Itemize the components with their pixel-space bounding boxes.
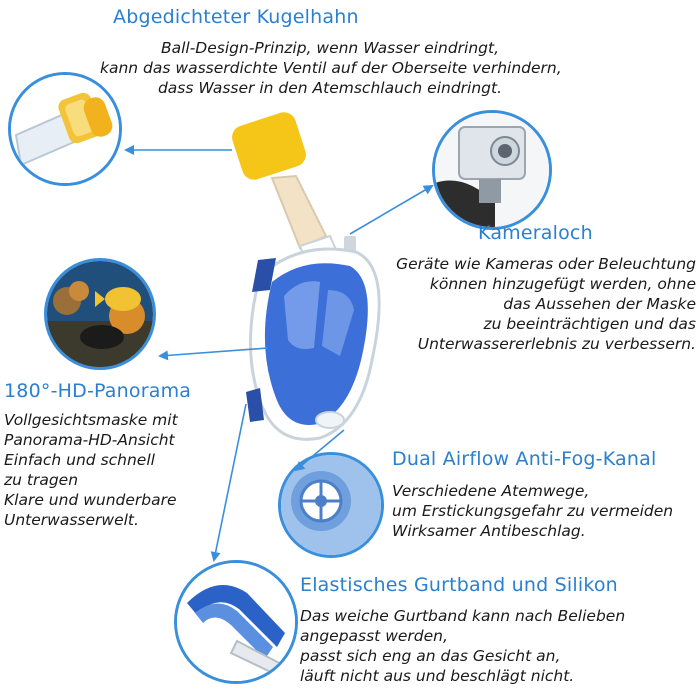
arrow-camera — [350, 186, 432, 234]
strap-title: Elastisches Gurtband und Silikon — [300, 574, 618, 596]
arrow-strap — [214, 404, 246, 560]
panorama-line-3: Einfach und schnell — [4, 451, 155, 469]
strap-line-2: angepasst werden, — [300, 627, 448, 645]
camera-line-3: das Aussehen der Maske — [503, 295, 696, 313]
ball-valve-title: Abgedichteter Kugelhahn — [113, 6, 359, 28]
camera-line-5: Unterwassererlebnis zu verbessern. — [417, 335, 696, 353]
antifog-line-3: Wirksamer Antibeschlag. — [392, 522, 586, 540]
strap-line-3: passt sich eng an das Gesicht an, — [300, 647, 561, 665]
panorama-line-1: Vollgesichtsmaske mit — [4, 411, 178, 429]
strap-line-4: läuft nicht aus und beschlägt nicht. — [300, 667, 575, 685]
ball-valve-line-3: dass Wasser in den Atemschlauch eindringt. — [157, 79, 503, 97]
mask-frame — [246, 249, 379, 439]
panorama-line-4: zu tragen — [4, 471, 79, 489]
antifog-line-1: Verschiedene Atemwege, — [392, 482, 590, 500]
ball-valve-line-2: kann das wasserdichte Ventil auf der Oberseite verhindern, — [100, 59, 562, 77]
panorama-line-6: Unterwasserwelt. — [4, 511, 139, 529]
panorama-title: 180°-HD-Panorama — [4, 380, 192, 402]
panorama-line-5: Klare und wunderbare — [4, 491, 177, 509]
camera-line-1: Geräte wie Kameras oder Beleuchtung — [396, 255, 696, 273]
antifog-title: Dual Airflow Anti-Fog-Kanal — [392, 448, 657, 470]
panorama-line-2: Panorama-HD-Ansicht — [4, 431, 175, 449]
camera-title: Kameraloch — [478, 222, 593, 244]
camera-line-4: zu beeinträchtigen und das — [483, 315, 696, 333]
strap-line-1: Das weiche Gurtband kann nach Belieben — [300, 607, 626, 625]
ball-valve-line-1: Ball-Design-Prinzip, wenn Wasser eindringt, — [160, 39, 500, 57]
camera-line-2: können hinzugefügt werden, ohne — [429, 275, 696, 293]
antifog-line-2: um Erstickungsgefahr zu vermeiden — [392, 502, 674, 520]
